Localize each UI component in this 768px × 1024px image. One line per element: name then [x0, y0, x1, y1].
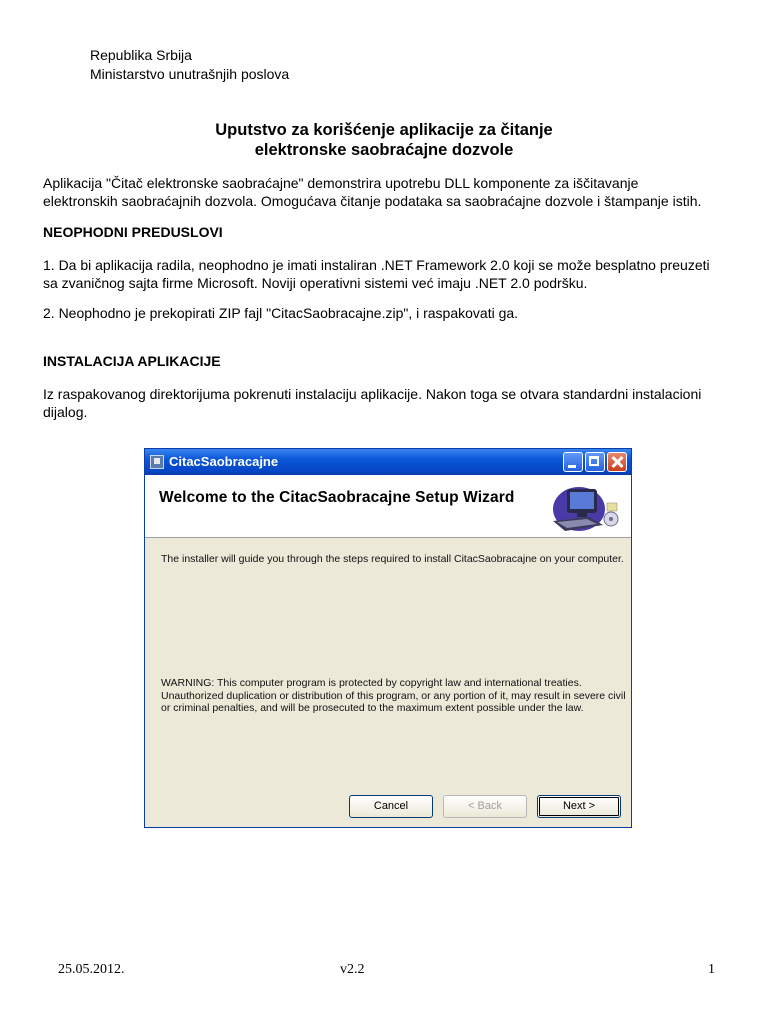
wizard-title: Welcome to the CitacSaobracajne Setup Wizard — [159, 489, 515, 506]
wizard-intro-text: The installer will guide you through the steps required to install CitacSaobracajne on your computer. — [161, 553, 624, 565]
warning-line-3: or criminal penalties, and will be prosecuted to the maximum extent possible under the law. — [161, 702, 584, 714]
installation-line-1: Iz raspakovanog direktorijuma pokrenuti instalaciju aplikacije. Nakon toga se otvara standardni instalacioni — [43, 386, 702, 402]
section-heading-installation: INSTALACIJA APLIKACIJE — [43, 353, 221, 369]
back-button[interactable]: < Back — [443, 795, 527, 818]
setup-wizard-screenshot — [144, 448, 632, 828]
letterhead-ministry: Ministarstvo unutrašnjih poslova — [90, 66, 290, 82]
installation-paragraph — [43, 386, 763, 421]
title-line-2: elektronske saobraćajne dozvole — [254, 141, 514, 159]
wizard-banner — [145, 475, 631, 538]
installer-app-icon — [150, 455, 164, 469]
prerequisite-item-2: 2. Neophodno je prekopirati ZIP fajl "CitacSaobracajne.zip", i raspakovati ga. — [43, 305, 519, 321]
document-title — [0, 120, 768, 160]
intro-line-1: Aplikacija "Čitač elektronske saobraćajne" demonstrira upotrebu DLL komponente za iščitavanje — [43, 175, 639, 191]
maximize-icon — [585, 452, 605, 472]
close-icon — [607, 452, 627, 472]
computer-icon — [545, 481, 625, 533]
prerequisite-1-line-1: 1. Da bi aplikacija radila, neophodno je imati instaliran .NET Framework 2.0 koji se može besplatno preuzeti — [43, 257, 710, 273]
cancel-button[interactable]: Cancel — [349, 795, 433, 818]
footer-date: 25.05.2012. — [58, 962, 125, 977]
window-titlebar — [145, 449, 631, 475]
footer-page-number: 1 — [708, 962, 715, 977]
prerequisite-1-line-2: sa zvaničnog sajta firme Microsoft. Noviji operativni sistemi već imaju .NET 2.0 podršku. — [43, 274, 588, 291]
prerequisite-item-1 — [43, 257, 763, 292]
section-heading-prerequisites: NEOPHODNI PREDUSLOVI — [43, 224, 223, 240]
footer-version: v2.2 — [340, 962, 365, 977]
title-line-1: Uputstvo za korišćenje aplikacije za čitanje — [215, 121, 553, 139]
letterhead-country: Republika Srbija — [90, 47, 192, 63]
window-title: CitacSaobracajne — [169, 454, 279, 469]
intro-paragraph — [43, 175, 763, 210]
installation-line-2: dijalog. — [43, 403, 88, 420]
warning-line-1: WARNING: This computer program is protected by copyright law and international treaties. — [161, 677, 582, 689]
minimize-icon — [563, 452, 583, 472]
next-button[interactable]: Next > — [537, 795, 621, 818]
warning-line-2: Unauthorized duplication or distribution of this program, or any portion of it, may result in severe civil — [161, 689, 626, 702]
copyright-warning — [161, 677, 626, 715]
intro-line-2: elektronskih saobraćajnih dozvola. Omogućava čitanje podataka sa saobraćajne dozvole i štampanje istih. — [43, 192, 702, 209]
letterhead — [90, 46, 289, 84]
